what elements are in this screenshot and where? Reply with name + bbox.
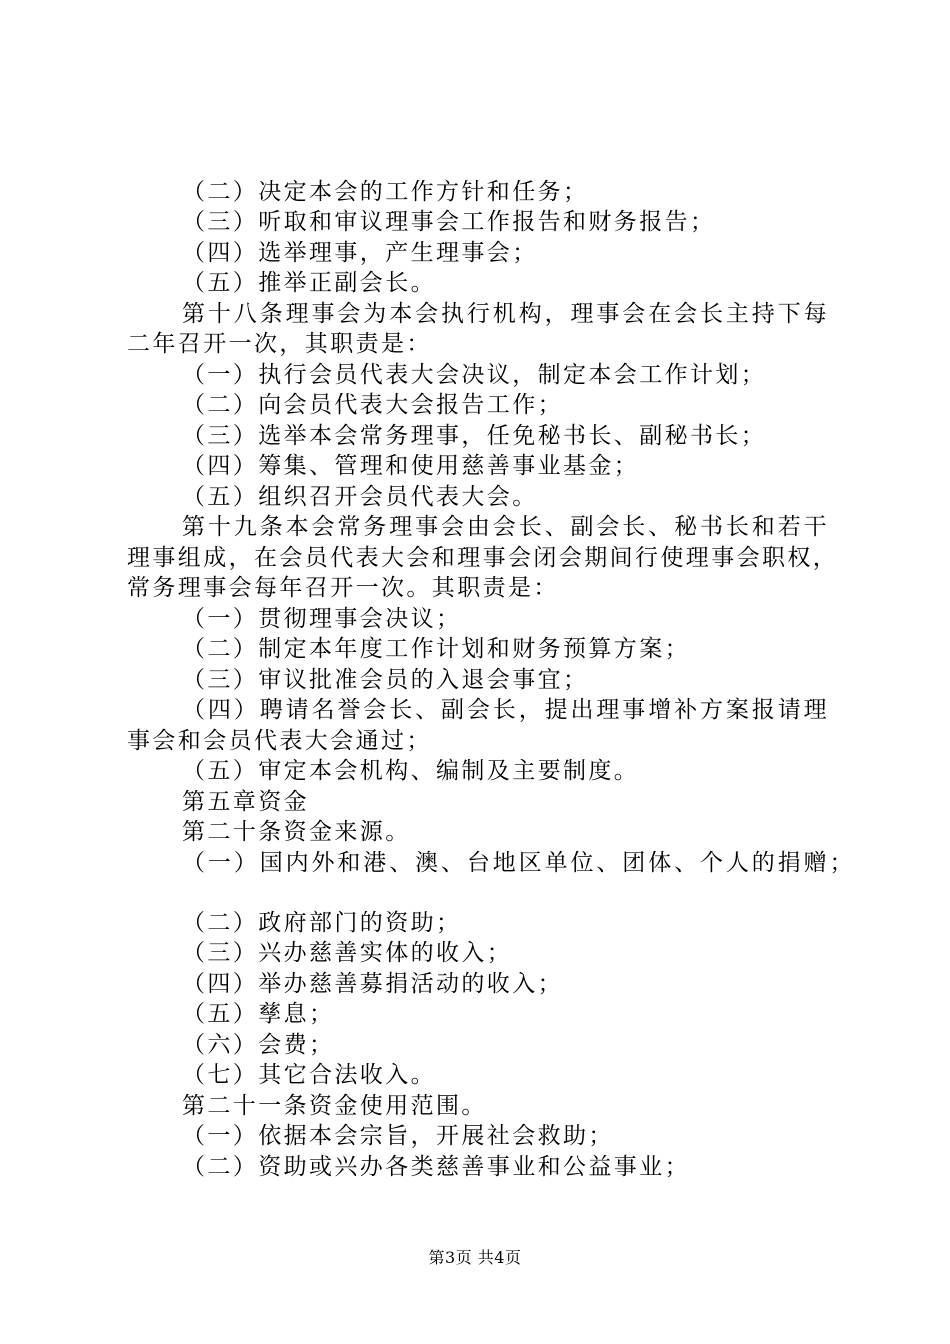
text-line: （一）贯彻理事会决议； [182,606,462,632]
text-line: 第五章资金 [182,789,309,815]
text-line: （一）依据本会宗旨，开展社会救助； [182,1123,614,1149]
text-line: （七）其它合法收入。 [182,1062,436,1088]
text-line: 第二十条资金来源。 [182,819,411,845]
text-line: 事会和会员代表大会通过； [127,728,432,754]
text-line: （二）政府部门的资助； [182,910,462,936]
text-line: （五）组织召开会员代表大会。 [182,484,538,510]
text-line: （四）筹集、管理和使用慈善事业基金； [182,453,640,479]
text-line: （三）审议批准会员的入退会事宜； [182,667,589,693]
page-footer: 第3页 共4页 [428,1248,522,1267]
text-line: （二）决定本会的工作方针和任务； [182,179,589,205]
text-line: 二年召开一次，其职责是： [127,331,432,357]
text-line: 第二十一条资金使用范围。 [182,1093,487,1119]
text-line: （五）孳息； [182,1001,335,1027]
text-line: 第十九条本会常务理事会由会长、副会长、秘书长和若干 [182,514,830,540]
text-line: （三）听取和审议理事会工作报告和财务报告； [182,209,716,235]
text-line: （二）资助或兴办各类慈善事业和公益事业； [182,1154,690,1180]
text-line: 理事组成，在会员代表大会和理事会闭会期间行使理事会职权， [127,545,839,571]
text-line: （三）选举本会常务理事，任免秘书长、副秘书长； [182,423,767,449]
text-line: 常务理事会每年召开一次。其职责是： [127,575,559,601]
text-line: （三）兴办慈善实体的收入； [182,940,513,966]
text-line: （二）向会员代表大会报告工作； [182,392,563,418]
text-line: （五）推举正副会长。 [182,270,436,296]
text-line: （一）执行会员代表大会决议，制定本会工作计划； [182,362,767,388]
text-line: （六）会费； [182,1032,335,1058]
text-line: （四）举办慈善募捐活动的收入； [182,971,563,997]
text-line: （一）国内外和港、澳、台地区单位、团体、个人的捐赠； [182,850,856,876]
text-line: 第十八条理事会为本会执行机构，理事会在会长主持下每 [182,301,830,327]
text-line: （四）聘请名誉会长、副会长，提出理事增补方案报请理 [182,697,830,723]
text-line: （二）制定本年度工作计划和财务预算方案； [182,636,690,662]
text-line: （四）选举理事，产生理事会； [182,240,538,266]
text-line: （五）审定本会机构、编制及主要制度。 [182,758,640,784]
